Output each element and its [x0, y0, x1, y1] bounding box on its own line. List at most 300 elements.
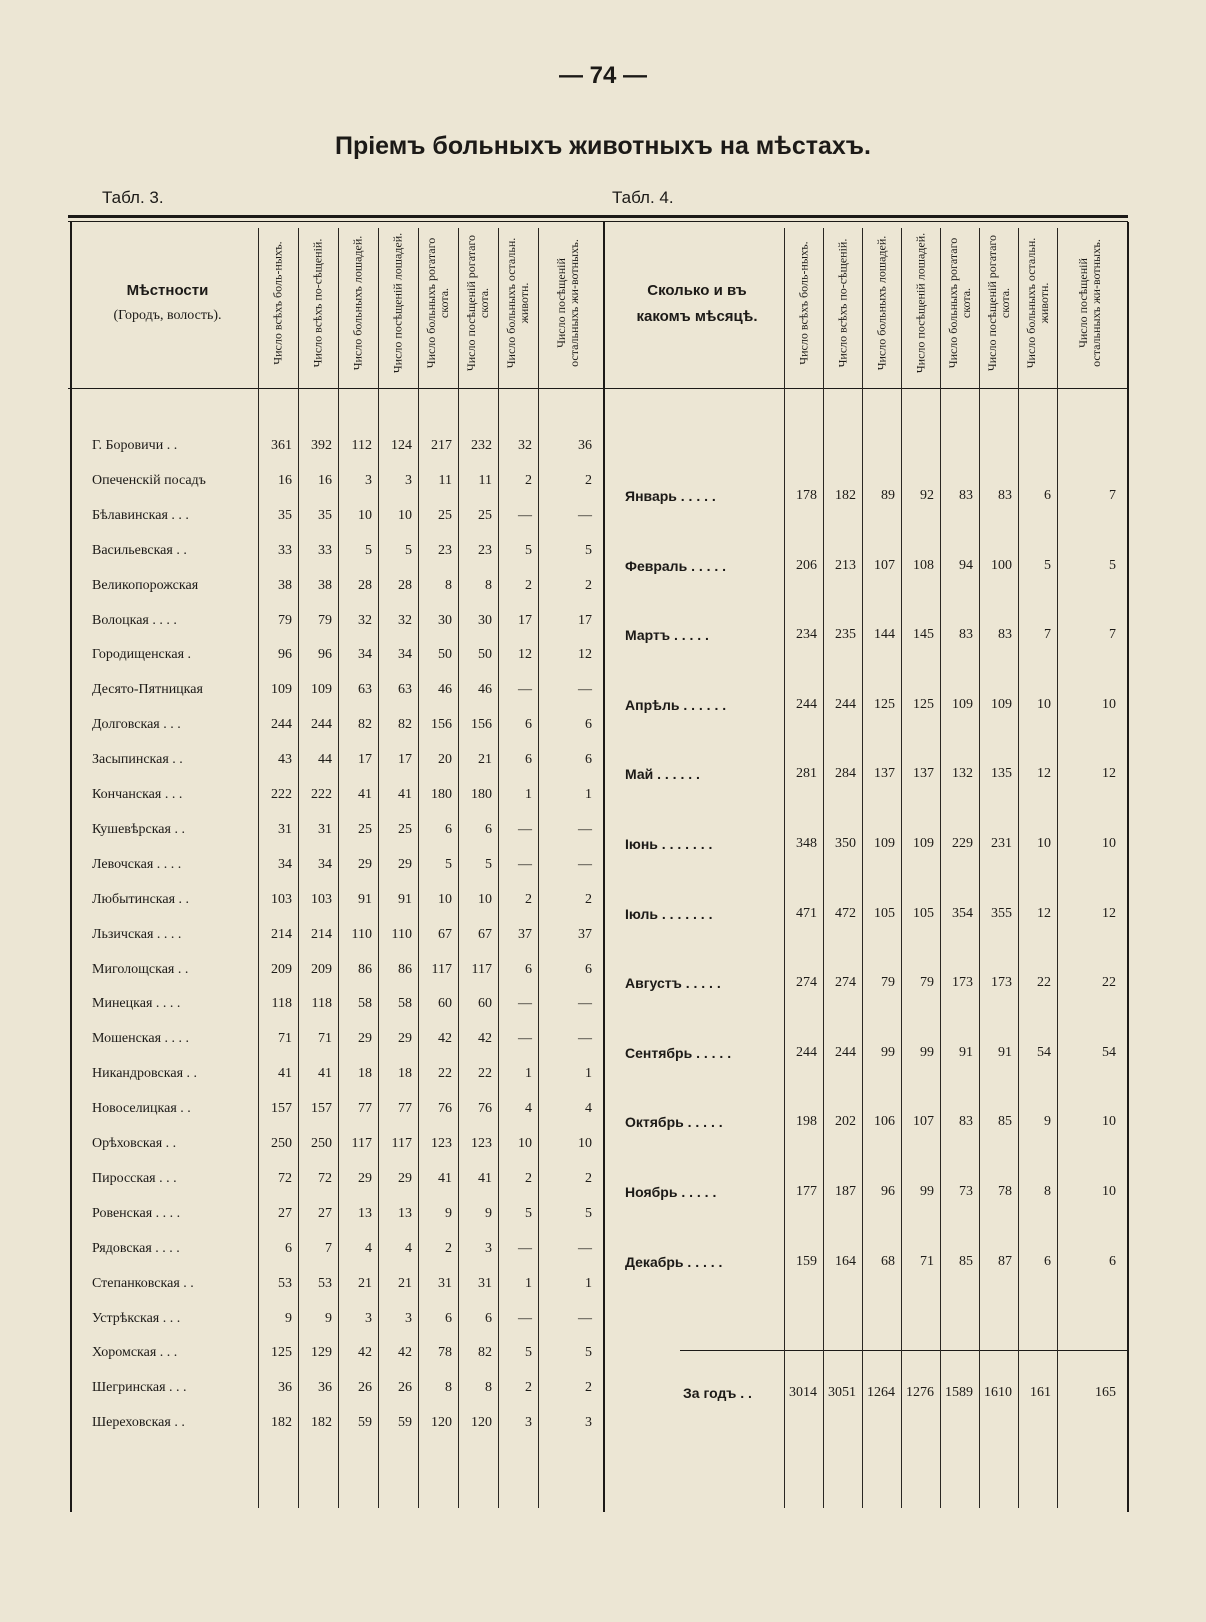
table-cell: 107: [913, 1114, 934, 1130]
table-cell: 41: [478, 1170, 492, 1186]
row-label: Опеченскій посадъ: [92, 472, 206, 488]
table-cell: 29: [398, 1031, 412, 1047]
row-label: Хоромская . . .: [92, 1345, 178, 1361]
table-cell: 164: [835, 1253, 856, 1269]
table-row: [0, 438, 1206, 462]
table-cell: 53: [278, 1275, 292, 1291]
table-cell: 96: [318, 647, 332, 663]
column-header: [258, 228, 298, 378]
table-cell: 178: [796, 488, 817, 503]
table-cell: 25: [438, 507, 452, 523]
table-cell: 27: [278, 1205, 292, 1221]
column-header: [940, 228, 979, 378]
table4-label: Табл. 4.: [612, 188, 674, 207]
table-cell: 1589: [945, 1385, 973, 1400]
table-cell: 29: [358, 1170, 372, 1186]
table-cell: 11: [438, 472, 452, 488]
row-label: Іюнь . . . . . . .: [625, 836, 713, 852]
table-cell: 2: [585, 1380, 592, 1396]
table-cell: 82: [398, 717, 412, 733]
table-cell: 22: [478, 1066, 492, 1082]
table-cell: 83: [998, 488, 1012, 503]
table-row: [0, 857, 1206, 881]
row-label: Рядовская . . . .: [92, 1240, 180, 1256]
table-cell: 2: [525, 472, 532, 488]
table-cell: 12: [1102, 766, 1116, 782]
table-cell: 5: [525, 542, 532, 558]
table3-header-sub: (Городъ, волость).: [113, 307, 222, 323]
table-cell: 145: [913, 627, 934, 643]
table3-header-title: Мѣстности: [126, 282, 209, 299]
table-cell: 54: [1102, 1044, 1116, 1060]
table-cell: 1264: [867, 1385, 895, 1400]
table-cell: 125: [874, 696, 895, 712]
table-cell: 182: [271, 1415, 292, 1431]
table-cell: 12: [1102, 905, 1116, 921]
table-cell: —: [518, 996, 532, 1012]
column-header: [823, 228, 862, 378]
table-cell: 214: [311, 926, 332, 942]
table-cell: 213: [835, 557, 856, 573]
table-cell: 16: [318, 472, 332, 488]
table-cell: 281: [796, 766, 817, 782]
table-cell: 41: [438, 1170, 452, 1186]
table-cell: 59: [398, 1415, 412, 1431]
table-cell: 4: [525, 1101, 532, 1117]
table-cell: 12: [1037, 905, 1051, 921]
table-cell: 110: [351, 926, 372, 942]
table-cell: 392: [311, 438, 332, 453]
table-cell: 85: [998, 1114, 1012, 1130]
table-cell: 165: [1095, 1385, 1116, 1400]
table-cell: 67: [478, 926, 492, 942]
table-cell: 12: [518, 647, 532, 663]
row-label: Великопорожская: [92, 577, 199, 593]
table-cell: 18: [398, 1066, 412, 1082]
table-cell: 350: [835, 836, 856, 851]
table-cell: 105: [913, 905, 934, 921]
row-label: Бѣлавинская . . .: [92, 507, 189, 523]
table-cell: 5: [445, 856, 452, 872]
table-row: [0, 996, 1206, 1020]
table-cell: 106: [874, 1114, 895, 1130]
table-cell: 355: [991, 905, 1012, 921]
table-cell: 2: [525, 891, 532, 907]
table-cell: 112: [351, 438, 372, 453]
table-cell: 187: [835, 1184, 856, 1199]
table-row: [0, 787, 1206, 811]
table3-header: [80, 278, 255, 327]
table-cell: 53: [318, 1275, 332, 1291]
table-cell: 222: [311, 787, 332, 802]
table-cell: 17: [358, 752, 372, 768]
table-cell: 135: [991, 766, 1012, 782]
table-cell: 10: [438, 891, 452, 907]
table-cell: 33: [278, 542, 292, 558]
row-label: Степанковская . .: [92, 1275, 194, 1291]
table-cell: 6: [585, 752, 592, 768]
table-cell: 5: [585, 1345, 592, 1361]
table-cell: 109: [874, 836, 895, 851]
table-cell: 161: [1030, 1385, 1051, 1400]
table-cell: 117: [351, 1136, 372, 1151]
table-cell: 99: [920, 1044, 934, 1060]
table-cell: 7: [325, 1240, 332, 1256]
table-cell: 109: [271, 682, 292, 698]
table-cell: 43: [278, 752, 292, 768]
table-cell: 202: [835, 1114, 856, 1130]
table-cell: 86: [358, 961, 372, 977]
row-label: Апрѣль . . . . . .: [625, 696, 727, 713]
table-cell: 137: [913, 766, 934, 782]
table-cell: —: [518, 1240, 532, 1256]
table-cell: —: [578, 1031, 592, 1047]
table-row: [0, 1184, 1206, 1208]
table-cell: 26: [358, 1380, 372, 1396]
table-cell: —: [518, 1310, 532, 1326]
column-header: [458, 228, 498, 378]
table-cell: 28: [398, 577, 412, 593]
table-cell: 63: [358, 682, 372, 698]
table-cell: 8: [445, 1380, 452, 1396]
table-cell: 50: [478, 647, 492, 663]
table-cell: 60: [478, 996, 492, 1012]
table-cell: 117: [391, 1136, 412, 1151]
column-header-label: Число больныхъ лошадей.: [874, 235, 888, 371]
table-cell: 11: [478, 472, 492, 488]
table-cell: 21: [398, 1275, 412, 1291]
table-cell: 6: [485, 821, 492, 837]
table-cell: 31: [478, 1275, 492, 1291]
row-label: Ноябрь . . . . .: [625, 1184, 717, 1200]
table-cell: 35: [278, 507, 292, 523]
table-cell: 6: [445, 1310, 452, 1326]
row-label: Любытинская . .: [92, 891, 190, 907]
table-cell: 5: [365, 542, 372, 558]
column-header: [338, 228, 378, 378]
column-header: [378, 228, 418, 378]
table-cell: 4: [405, 1240, 412, 1256]
table-cell: 16: [278, 472, 292, 488]
row-label: Долговская . . .: [92, 717, 181, 733]
table-cell: 83: [959, 488, 973, 503]
table-cell: 73: [959, 1184, 973, 1199]
table-cell: 79: [278, 612, 292, 628]
table-cell: 3: [365, 472, 372, 488]
table-cell: 28: [358, 577, 372, 593]
table-cell: 68: [881, 1253, 895, 1269]
row-label: Августъ . . . . .: [625, 975, 721, 992]
table-cell: 3: [525, 1415, 532, 1431]
row-label: Новоселицкая . .: [92, 1101, 191, 1117]
table-cell: 9: [285, 1310, 292, 1326]
table-cell: 29: [358, 1031, 372, 1047]
table-cell: 222: [271, 787, 292, 802]
table-cell: 29: [398, 856, 412, 872]
table-cell: 79: [920, 975, 934, 991]
table-cell: 21: [478, 752, 492, 768]
table-cell: 30: [478, 612, 492, 628]
table-cell: 71: [278, 1031, 292, 1047]
table-cell: —: [518, 1031, 532, 1047]
table-cell: 120: [471, 1415, 492, 1431]
column-header-label: Число всѣхъ по-сѣщеній.: [310, 238, 325, 368]
table-cell: 156: [431, 717, 452, 733]
column-header-label: Число больныхъ рогатаго скота.: [945, 237, 973, 369]
table-cell: 29: [398, 1170, 412, 1186]
column-header: [418, 228, 458, 378]
table-cell: 23: [438, 542, 452, 558]
table-cell: 22: [438, 1066, 452, 1082]
table-cell: —: [518, 507, 532, 523]
table-cell: 6: [285, 1240, 292, 1256]
row-label: Іюль . . . . . . .: [625, 905, 713, 922]
table-cell: —: [518, 821, 532, 837]
table-cell: 44: [318, 752, 332, 768]
table-top-rule: [68, 215, 1128, 218]
table-cell: 5: [485, 856, 492, 872]
row-label: Октябрь . . . . .: [625, 1114, 723, 1131]
table-cell: 244: [271, 717, 292, 733]
table-cell: 3: [405, 1310, 412, 1326]
column-header-label: Число посѣщеній рогатаго скота.: [464, 234, 491, 372]
table-cell: 157: [271, 1101, 292, 1117]
table-cell: 96: [881, 1184, 895, 1199]
table-cell: 60: [438, 996, 452, 1012]
table-cell: 25: [478, 507, 492, 523]
table-cell: 94: [959, 557, 973, 573]
table-cell: 180: [431, 787, 452, 802]
table-cell: 250: [311, 1136, 332, 1151]
table-row: [0, 1114, 1206, 1138]
table-cell: 10: [1102, 1184, 1116, 1199]
table-cell: 2: [585, 577, 592, 593]
table-cell: 8: [1044, 1184, 1051, 1199]
table-cell: 6: [1109, 1253, 1116, 1269]
table-cell: 2: [525, 1380, 532, 1396]
table-cell: 46: [438, 682, 452, 698]
column-header-label: Число всѣхъ боль-ныхъ.: [796, 241, 810, 365]
row-label: Устрѣкская . . .: [92, 1310, 181, 1326]
table-cell: 38: [278, 577, 292, 593]
table-cell: 41: [278, 1066, 292, 1082]
table-cell: 244: [311, 717, 332, 733]
table-cell: 6: [525, 717, 532, 733]
table-cell: 354: [952, 905, 973, 921]
table-cell: 91: [959, 1044, 973, 1060]
table-cell: 71: [920, 1253, 934, 1269]
table-cell: 17: [578, 612, 592, 628]
table-row: [0, 975, 1206, 999]
table-cell: 9: [325, 1310, 332, 1326]
table-cell: 30: [438, 612, 452, 628]
table-cell: 5: [525, 1205, 532, 1221]
column-header-label: Число больныхъ остальн. животн.: [504, 237, 531, 369]
table-cell: 25: [358, 821, 372, 837]
table-cell: 34: [358, 647, 372, 663]
table-cell: 87: [998, 1253, 1012, 1269]
table-cell: 38: [318, 577, 332, 593]
table-cell: 3: [365, 1310, 372, 1326]
table-cell: 472: [835, 905, 856, 921]
column-header-label: Число посѣщеній рогатаго скота.: [984, 234, 1012, 372]
table-cell: 109: [913, 836, 934, 851]
table-cell: 63: [398, 682, 412, 698]
table-cell: 83: [959, 627, 973, 643]
table-cell: 173: [952, 975, 973, 991]
table-cell: 103: [311, 891, 332, 907]
table-cell: 7: [1044, 627, 1051, 643]
table-cell: 198: [796, 1114, 817, 1130]
table-cell: 91: [398, 891, 412, 907]
table-cell: 46: [478, 682, 492, 698]
table-cell: 6: [1044, 1253, 1051, 1269]
table-cell: 6: [585, 717, 592, 733]
table-cell: 5: [405, 542, 412, 558]
table-cell: 37: [578, 926, 592, 942]
table-cell: —: [518, 682, 532, 698]
table-cell: 173: [991, 975, 1012, 991]
table-cell: 206: [796, 557, 817, 573]
table-cell: 89: [881, 488, 895, 503]
column-header: [979, 228, 1018, 378]
table-cell: 23: [478, 542, 492, 558]
row-label: Васильевская . .: [92, 542, 187, 558]
table-cell: 22: [1102, 975, 1116, 991]
table-cell: 9: [1044, 1114, 1051, 1130]
table4-header: [612, 278, 782, 329]
row-label: Январь . . . . .: [625, 488, 716, 504]
table-cell: 110: [391, 926, 412, 942]
table-cell: 274: [796, 975, 817, 991]
table-header-rule: [68, 388, 1128, 389]
table-cell: 92: [920, 488, 934, 503]
table-cell: 105: [874, 905, 895, 921]
table3-label: Табл. 3.: [102, 188, 164, 207]
table-cell: 137: [874, 766, 895, 782]
table-cell: 235: [835, 627, 856, 643]
table-cell: —: [578, 996, 592, 1012]
table-cell: 103: [271, 891, 292, 907]
table-cell: —: [578, 821, 592, 837]
table-cell: 10: [358, 507, 372, 523]
table-cell: 58: [398, 996, 412, 1012]
table-cell: 1: [525, 1066, 532, 1082]
table-cell: 13: [358, 1205, 372, 1221]
table-cell: 58: [358, 996, 372, 1012]
table-cell: 159: [796, 1253, 817, 1269]
table-cell: 5: [1044, 557, 1051, 573]
row-label: Кончанская . . .: [92, 787, 183, 802]
table-cell: 34: [278, 856, 292, 872]
row-label: Орѣховская . .: [92, 1136, 177, 1151]
row-label: Кушевѣрская . .: [92, 821, 185, 837]
column-header-label: Число посѣщеній лошадей.: [913, 232, 927, 374]
table-row: [0, 927, 1206, 951]
table-cell: 6: [445, 821, 452, 837]
column-header-label: Число посѣщеній остальныхъ жи-вотныхъ.: [1075, 239, 1103, 367]
row-label: За годъ . .: [683, 1385, 752, 1401]
table-cell: 244: [835, 1044, 856, 1060]
table-cell: 72: [318, 1170, 332, 1186]
table-cell: —: [518, 856, 532, 872]
table-cell: 244: [796, 696, 817, 712]
row-label: Февраль . . . . .: [625, 557, 727, 574]
table-cell: 182: [311, 1415, 332, 1431]
table-cell: 1610: [984, 1385, 1012, 1400]
table4-header-sub: какомъ мѣсяцѣ.: [636, 307, 758, 325]
table-row: [0, 627, 1206, 651]
table-cell: 125: [913, 696, 934, 712]
table-cell: 1: [585, 787, 592, 802]
table-cell: 10: [1102, 1114, 1116, 1130]
table-row: [0, 1206, 1206, 1230]
table-cell: 10: [1037, 696, 1051, 712]
table-cell: 1276: [906, 1385, 934, 1400]
table-cell: 118: [311, 996, 332, 1012]
table4-header-title: Сколько и въ: [647, 282, 747, 299]
table-row: [0, 488, 1206, 512]
table-cell: 59: [358, 1415, 372, 1431]
table-cell: 217: [431, 438, 452, 453]
page-number: — 74 —: [558, 62, 648, 89]
table-cell: 36: [278, 1380, 292, 1396]
table-cell: 67: [438, 926, 452, 942]
table-cell: 7: [1109, 488, 1116, 503]
table-row: [0, 906, 1206, 930]
table-row: [0, 1415, 1206, 1439]
table-row: [0, 766, 1206, 790]
table-cell: 17: [518, 612, 532, 628]
table-cell: 8: [485, 1380, 492, 1396]
table-cell: 361: [271, 438, 292, 453]
table-row: [0, 558, 1206, 582]
table-cell: 118: [271, 996, 292, 1012]
column-header-label: Число больныхъ остальн. животн.: [1023, 237, 1051, 369]
table-cell: 78: [998, 1184, 1012, 1199]
table-cell: 234: [796, 627, 817, 643]
row-label: Май . . . . . .: [625, 766, 700, 783]
table-cell: 82: [358, 717, 372, 733]
table-cell: 4: [365, 1240, 372, 1256]
table-cell: 83: [998, 627, 1012, 643]
table-row: [0, 836, 1206, 860]
table-cell: 79: [881, 975, 895, 991]
table-cell: 157: [311, 1101, 332, 1117]
table-row: [0, 1045, 1206, 1069]
table-cell: 100: [991, 557, 1012, 573]
table-cell: 27: [318, 1205, 332, 1221]
table-cell: 8: [445, 577, 452, 593]
table-cell: 26: [398, 1380, 412, 1396]
table-cell: 177: [796, 1184, 817, 1199]
table-cell: 209: [271, 961, 292, 977]
table-row: [0, 1311, 1206, 1335]
table-cell: 79: [318, 612, 332, 628]
table-cell: 42: [438, 1031, 452, 1047]
table-cell: 12: [578, 647, 592, 663]
table-cell: 6: [1044, 488, 1051, 503]
column-header: [1057, 228, 1122, 378]
table-cell: 123: [431, 1136, 452, 1151]
column-header-label: Число всѣхъ боль-ныхъ.: [270, 241, 285, 365]
table-cell: 250: [271, 1136, 292, 1151]
row-label: Городищенская .: [92, 647, 192, 663]
table-cell: 2: [585, 891, 592, 907]
table-cell: 117: [471, 961, 492, 977]
row-label: Г. Боровичи . .: [92, 438, 178, 453]
table-cell: 109: [311, 682, 332, 698]
